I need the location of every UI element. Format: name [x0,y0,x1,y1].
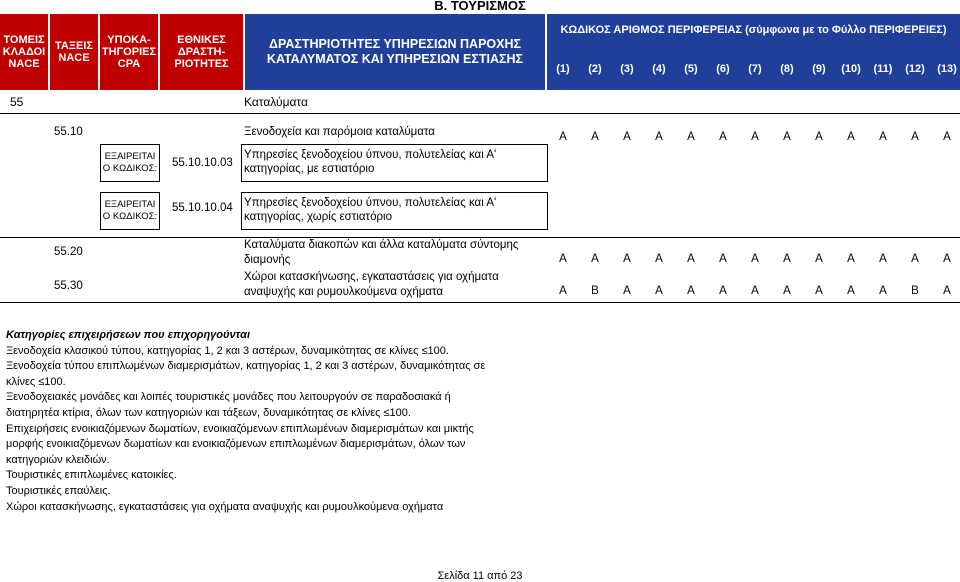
region-eligibility-mark: A [623,131,631,143]
exception-box [100,192,160,230]
row-5530-description-line2: αναψυχής και ρυμουλκούμενα οχήματα [244,286,444,298]
notes-line: Τουριστικές επιπλωμένες κατοικίες. [6,469,177,482]
region-eligibility-mark: A [847,285,855,297]
region-eligibility-mark: A [655,285,663,297]
row-5510-description: Ξενοδοχεία και παρόμοια καταλύματα [244,126,435,138]
region-eligibility-mark: A [783,253,791,265]
notes-line: μορφής ενοικιαζόμενων δωματίων και ενοικιαζόμενων επιπλωμένων διαμερισμάτων, όλων των [6,438,466,451]
notes-line: Επιχειρήσεις ενοικιαζόμενων δωματίων, ενοικιαζόμενων επιπλωμένων διαμερισμάτων και μικτής [6,422,474,435]
region-codes-title: ΚΩΔΙΚΟΣ ΑΡΙΘΜΟΣ ΠΕΡΙΦΕΡΕΙΑΣ (σύμφωνα με το Φύλλο ΠΕΡΙΦΕΡΕΙΕΣ) [560,24,947,36]
region-eligibility-mark: A [687,285,695,297]
region-eligibility-mark: A [591,131,599,143]
notes-line: Τουριστικές επαύλεις. [6,484,111,497]
region-number: (10) [841,63,861,75]
notes-line: Ξενοδοχειακές μονάδες και λοιπές τουριστικές μονάδες που λειτουργούν σε παραδοσιακά ή [6,391,451,404]
region-eligibility-mark: A [719,285,727,297]
region-eligibility-mark: A [623,285,631,297]
region-eligibility-mark: A [719,253,727,265]
region-eligibility-mark: A [879,285,887,297]
exception-label: ΕΞΑΙΡΕΙΤΑΙ Ο ΚΩΔΙΚΟΣ: [102,199,158,222]
notes-line: Ξενοδοχεία τύπου επιπλωμένων διαμερισμάτων, κατηγορίας 1, 2 και 3 αστέρων, δυναμικότητας σε [6,360,486,373]
row-5520-description-line2: διαμονής [244,254,291,266]
header-subcategories-cpa: ΥΠΟΚΑ-ΤΗΓΟΡΙΕΣ CPA [100,14,158,90]
row-divider [0,302,960,303]
region-eligibility-mark: A [943,131,951,143]
region-number: (7) [748,63,762,75]
row-5520-code: 55.20 [54,246,83,258]
row-divider [0,113,960,114]
eligible-categories-notes [6,328,566,515]
row-5530-code: 55.30 [54,280,83,292]
region-number: (5) [684,63,698,75]
section-title: Β. ΤΟΥΡΙΣΜΟΣ [434,0,526,13]
region-eligibility-mark: A [559,253,567,265]
region-eligibility-mark: A [911,253,919,265]
region-number: (3) [620,63,634,75]
region-eligibility-mark: A [815,131,823,143]
header-sectors-nace: ΤΟΜΕΙΣ ΚΛΑΔΟΙ NACE [0,14,48,90]
notes-line: Χώροι κατασκήνωσης, εγκαταστάσεις για οχήματα αναψυχής και ρυμουλκούμενα οχήματα [6,500,444,513]
region-eligibility-mark: A [783,131,791,143]
region-eligibility-mark: A [815,285,823,297]
row-5520-description-line1: Καταλύματα διακοπών και άλλα καταλύματα σύντομης [244,239,519,251]
row-5530-description-line1: Χώροι κατασκήνωσης, εγκαταστάσεις για οχήματα [244,271,499,283]
region-eligibility-mark: A [879,131,887,143]
region-eligibility-mark: A [879,253,887,265]
region-eligibility-mark: B [911,285,919,297]
row-551004-description-box [241,192,548,230]
region-eligibility-mark: A [719,131,727,143]
region-number: (9) [812,63,826,75]
header-classes-nace: ΤΑΞΕΙΣ NACE [50,14,98,90]
region-number: (11) [873,63,893,75]
region-eligibility-mark: B [591,285,599,297]
region-eligibility-mark: A [911,131,919,143]
region-eligibility-mark: A [847,253,855,265]
region-eligibility-mark: A [943,253,951,265]
region-eligibility-mark: A [847,131,855,143]
region-number: (13) [937,63,957,75]
region-eligibility-mark: A [559,131,567,143]
region-eligibility-mark: A [751,253,759,265]
region-number: (8) [780,63,794,75]
row-551003-description-line1: Υπηρεσίες ξενοδοχείου ύπνου, πολυτελείας και Α' [244,149,497,161]
row-551004-description-line2: κατηγορίας, χωρίς εστιατόριο [244,211,392,223]
notes-line: κατηγοριών κλειδιών. [6,453,110,466]
region-number: (4) [652,63,666,75]
row-5510-code: 55.10 [54,126,83,138]
region-eligibility-mark: A [591,253,599,265]
row-55-code: 55 [10,95,24,109]
region-eligibility-mark: A [687,253,695,265]
notes-title: Κατηγορίες επιχειρήσεων που επιχορηγούνται [6,329,251,341]
row-551004-code: 55.10.10.04 [172,202,233,214]
row-551003-code: 55.10.10.03 [172,157,233,169]
region-eligibility-mark: A [815,253,823,265]
notes-line: διατηρητέα κτίρια, όλων των κατηγοριών και τάξεων, δυναμικότητας σε κλίνες ≤100. [6,406,411,419]
region-eligibility-mark: A [655,131,663,143]
region-eligibility-mark: A [943,285,951,297]
row-55-description: Καταλύματα [244,95,308,109]
region-number: (2) [588,63,602,75]
notes-line: κλίνες ≤100. [6,375,66,388]
region-eligibility-mark: A [783,285,791,297]
region-eligibility-mark: A [623,253,631,265]
region-number: (1) [556,63,570,75]
header-main-activities: ΔΡΑΣΤΗΡΙΟΤΗΤΕΣ ΥΠΗΡΕΣΙΩΝ ΠΑΡΟΧΗΣ ΚΑΤΑΛΥΜΑΤΟΣ ΚΑΙ ΥΠΗΡΕΣΙΩΝ ΕΣΤΙΑΣΗΣ [245,14,545,90]
region-eligibility-mark: A [751,131,759,143]
row-551004-description-line1: Υπηρεσίες ξενοδοχείου ύπνου, πολυτελείας και Α' [244,197,497,209]
page-number: Σελίδα 11 από 23 [437,570,523,582]
region-number: (6) [716,63,730,75]
row-551003-description-box [241,144,548,182]
exception-label: ΕΞΑΙΡΕΙΤΑΙ Ο ΚΩΔΙΚΟΣ: [102,151,158,174]
region-eligibility-mark: A [751,285,759,297]
exception-box [100,144,160,182]
header-region-codes [547,14,960,90]
notes-line: Ξενοδοχεία κλασικού τύπου, κατηγορίας 1, 2 και 3 αστέρων, δυναμικότητας σε κλίνες ≤100. [6,344,449,357]
region-eligibility-mark: A [655,253,663,265]
region-eligibility-mark: A [687,131,695,143]
header-national-activities: ΕΘΝΙΚΕΣ ΔΡΑΣΤΗ-ΡΙΟΤΗΤΕΣ [160,14,243,90]
row-551003-description-line2: κατηγορίας, με εστιατόριο [244,163,375,175]
region-number: (12) [905,63,925,75]
region-eligibility-mark: A [559,285,567,297]
